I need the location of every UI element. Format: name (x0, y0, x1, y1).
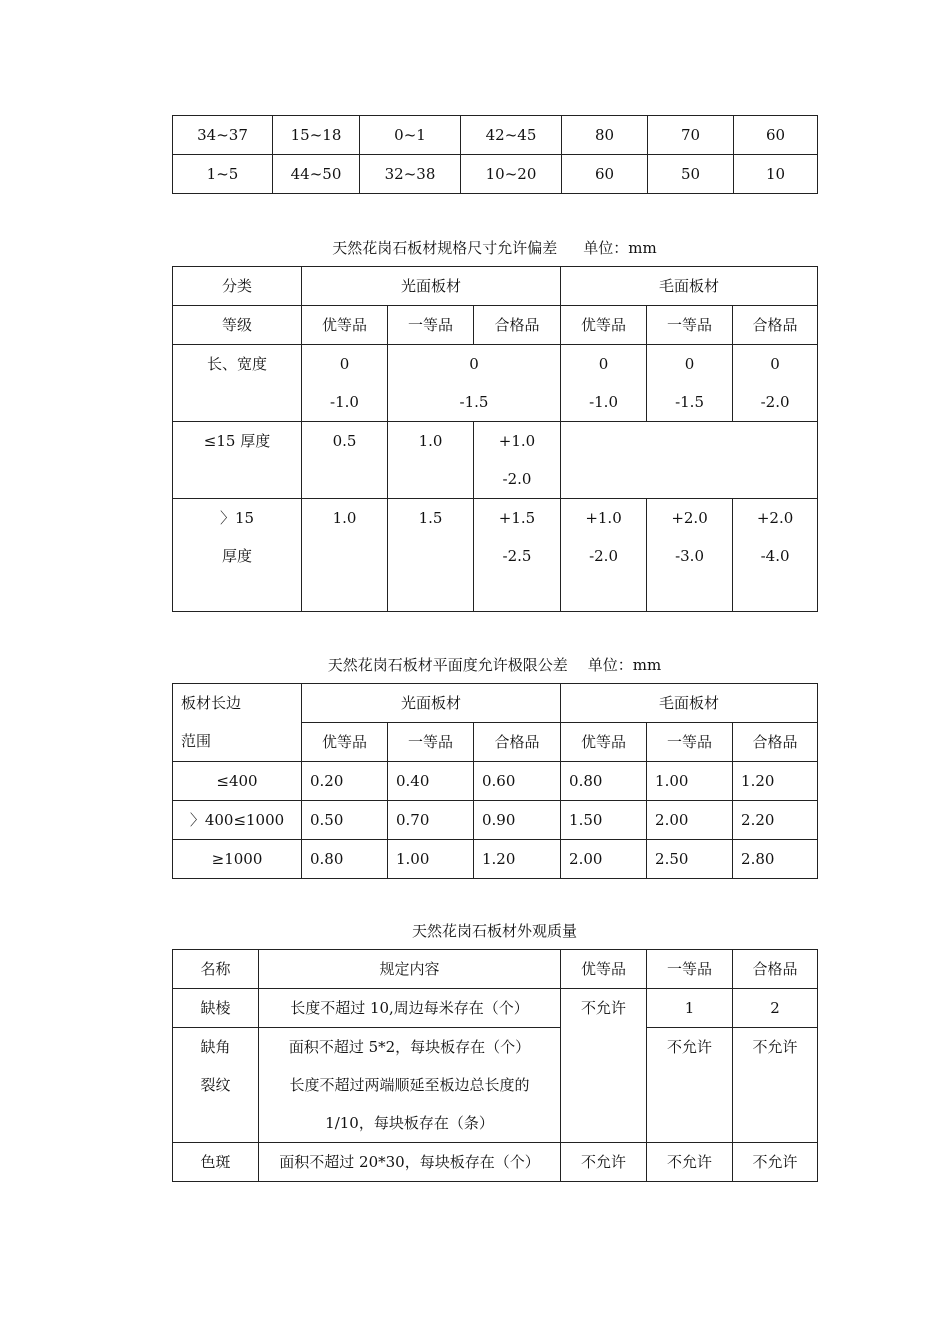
header-polished: 光面板材 (302, 267, 561, 306)
cell: 80 (562, 116, 648, 155)
cell-merged (561, 989, 647, 1143)
table-row (173, 801, 818, 840)
cell: 1~5 (173, 155, 273, 194)
cell-line: 1.0 (332, 509, 357, 527)
table-row (173, 155, 818, 194)
cell-merged (733, 1028, 818, 1143)
row-label: 缺角 (173, 1028, 259, 1067)
cell: 不允许 (561, 1143, 647, 1182)
cell-line: -1.0 (589, 393, 618, 411)
table2-title: 天然花岗石板材平面度允许极限公差 (327, 656, 568, 674)
table-row (173, 1028, 818, 1067)
cell: 1.00 (388, 840, 474, 879)
row-label-text: 裂纹 (200, 1076, 231, 1094)
table-row (173, 422, 818, 499)
cell-line: 不允许 (580, 999, 626, 1017)
cell: 10 (734, 155, 818, 194)
cell: 60 (562, 155, 648, 194)
cell (733, 499, 818, 612)
header-range-line: 范围 (181, 732, 212, 750)
cell-line: -1.0 (330, 393, 359, 411)
cell: 2.80 (733, 840, 818, 879)
row-label (173, 345, 302, 422)
header-category: 分类 (173, 267, 302, 306)
table-row (173, 1143, 818, 1182)
table-row (173, 840, 818, 879)
table1-caption (172, 237, 817, 259)
row-label-text: 长、宽度 (206, 355, 267, 373)
cell-line: 不允许 (752, 1038, 798, 1056)
header-range (173, 684, 302, 762)
cell-line: 1/10，每块板存在（条） (325, 1114, 494, 1132)
cell: 1 (647, 989, 733, 1028)
table3-caption (172, 920, 817, 942)
header-rough: 毛面板材 (561, 267, 818, 306)
cell: 0.50 (302, 801, 388, 840)
cell-line: 0 (469, 355, 479, 373)
header-g3: 合格品 (474, 306, 561, 345)
cell: 0.40 (388, 762, 474, 801)
cell-line: -1.5 (459, 393, 489, 411)
cell-line: -2.0 (502, 470, 532, 488)
table2-unit: 单位：mm (587, 656, 662, 674)
row-label-text: 厚度 (221, 547, 252, 565)
cell: 34~37 (173, 116, 273, 155)
table1-unit: 单位：mm (583, 239, 657, 257)
cell: 1.50 (561, 801, 647, 840)
header-rough: 毛面板材 (561, 684, 818, 723)
table-row (173, 950, 818, 989)
row-label: 色斑 (173, 1143, 259, 1182)
cell-line: -2.0 (760, 393, 790, 411)
header-g3: 合格品 (733, 306, 818, 345)
cell: 长度不超过 10,周边每米存在（个） (259, 989, 561, 1028)
table-row (173, 762, 818, 801)
cell-line: 0 (598, 355, 609, 373)
cell: 1.20 (733, 762, 818, 801)
cell-line: -2.0 (589, 547, 618, 565)
cell (388, 345, 561, 422)
cell (259, 1066, 561, 1143)
row-label (173, 499, 302, 612)
table-row (173, 267, 818, 306)
cell: 50 (648, 155, 734, 194)
header-g1: 优等品 (302, 306, 388, 345)
table3-title: 天然花岗石板材外观质量 (411, 922, 577, 940)
cell: 1.00 (647, 762, 733, 801)
appearance-quality-table (172, 949, 817, 1182)
row-label: 〉400≤1000 (173, 801, 302, 840)
header-content: 规定内容 (259, 950, 561, 989)
cell-line: 长度不超过两端顺延至板边总长度的 (289, 1076, 530, 1094)
table-row (173, 684, 818, 723)
cell: 1.20 (474, 840, 561, 879)
cell (388, 499, 474, 612)
cell (733, 345, 818, 422)
cell-line: +1.5 (498, 509, 536, 527)
flatness-tolerance-table (172, 683, 817, 879)
table-row (173, 116, 818, 155)
header-name: 名称 (173, 950, 259, 989)
cell-line: +2.0 (756, 509, 794, 527)
header-g3: 合格品 (733, 723, 818, 762)
cell (474, 499, 561, 612)
cell (474, 422, 561, 499)
cell (647, 499, 733, 612)
size-tolerance-table (172, 266, 817, 612)
row-label: ≥1000 (173, 840, 302, 879)
cell-line: -3.0 (675, 547, 704, 565)
cell-line: 0 (770, 355, 780, 373)
cell: 32~38 (360, 155, 461, 194)
cell: 面积不超过 20*30，每块板存在（个） (259, 1143, 561, 1182)
cell: 0.60 (474, 762, 561, 801)
cell: 不允许 (733, 1143, 818, 1182)
cell-line: 不允许 (666, 1038, 712, 1056)
cell-line: -4.0 (760, 547, 790, 565)
header-g2: 一等品 (647, 950, 733, 989)
cell-line: +1.0 (585, 509, 622, 527)
cell-line: -1.5 (675, 393, 704, 411)
table-row (173, 306, 818, 345)
header-g1: 优等品 (561, 306, 647, 345)
row-label: 缺棱 (173, 989, 259, 1028)
cell-merged (647, 1028, 733, 1143)
cell: 10~20 (461, 155, 562, 194)
row-label-text: 〉15 (219, 509, 255, 527)
cell: 2.20 (733, 801, 818, 840)
header-g2: 一等品 (388, 723, 474, 762)
cell: 2.50 (647, 840, 733, 879)
cell: 2 (733, 989, 818, 1028)
header-g2: 一等品 (388, 306, 474, 345)
cell: 70 (648, 116, 734, 155)
cell: 2.00 (561, 840, 647, 879)
cell-line: 1.0 (418, 432, 443, 450)
cell-line: -2.5 (502, 547, 532, 565)
table-continuation (172, 115, 817, 194)
header-g3: 合格品 (474, 723, 561, 762)
header-range-line: 板材长边 (181, 694, 242, 712)
cell-empty (561, 422, 818, 499)
cell: 不允许 (647, 1143, 733, 1182)
cell: 面积不超过 5*2，每块板存在（个） (259, 1028, 561, 1067)
header-g1: 优等品 (561, 723, 647, 762)
cell: 44~50 (273, 155, 360, 194)
cell: 0.20 (302, 762, 388, 801)
row-label (173, 422, 302, 499)
cell (302, 422, 388, 499)
cell (302, 499, 388, 612)
cell: 0.80 (561, 762, 647, 801)
table2-caption (172, 654, 817, 676)
row-label (173, 1066, 259, 1143)
header-grade: 等级 (173, 306, 302, 345)
cell-line: 0.5 (332, 432, 357, 450)
row-label-text: ≤15 厚度 (203, 432, 271, 450)
cell-line: +2.0 (671, 509, 708, 527)
cell: 0.90 (474, 801, 561, 840)
cell: 60 (734, 116, 818, 155)
cell-line: 1.5 (418, 509, 443, 527)
row-label: ≤400 (173, 762, 302, 801)
table1-title: 天然花岗石板材规格尺寸允许偏差 (332, 239, 558, 257)
header-g1: 优等品 (302, 723, 388, 762)
cell (388, 422, 474, 499)
header-polished: 光面板材 (302, 684, 561, 723)
header-g1: 优等品 (561, 950, 647, 989)
cell (561, 345, 647, 422)
cell: 2.00 (647, 801, 733, 840)
cell: 15~18 (273, 116, 360, 155)
cell: 0~1 (360, 116, 461, 155)
cell-line: +1.0 (498, 432, 536, 450)
cell (302, 345, 388, 422)
header-g2: 一等品 (647, 723, 733, 762)
header-g2: 一等品 (647, 306, 733, 345)
cell: 0.80 (302, 840, 388, 879)
table-row (173, 345, 818, 422)
table-row (173, 499, 818, 612)
header-g3: 合格品 (733, 950, 818, 989)
cell (647, 345, 733, 422)
cell: 0.70 (388, 801, 474, 840)
cell-line: 0 (684, 355, 695, 373)
cell: 42~45 (461, 116, 562, 155)
cell-line: 0 (339, 355, 350, 373)
cell (561, 499, 647, 612)
table-row (173, 989, 818, 1028)
